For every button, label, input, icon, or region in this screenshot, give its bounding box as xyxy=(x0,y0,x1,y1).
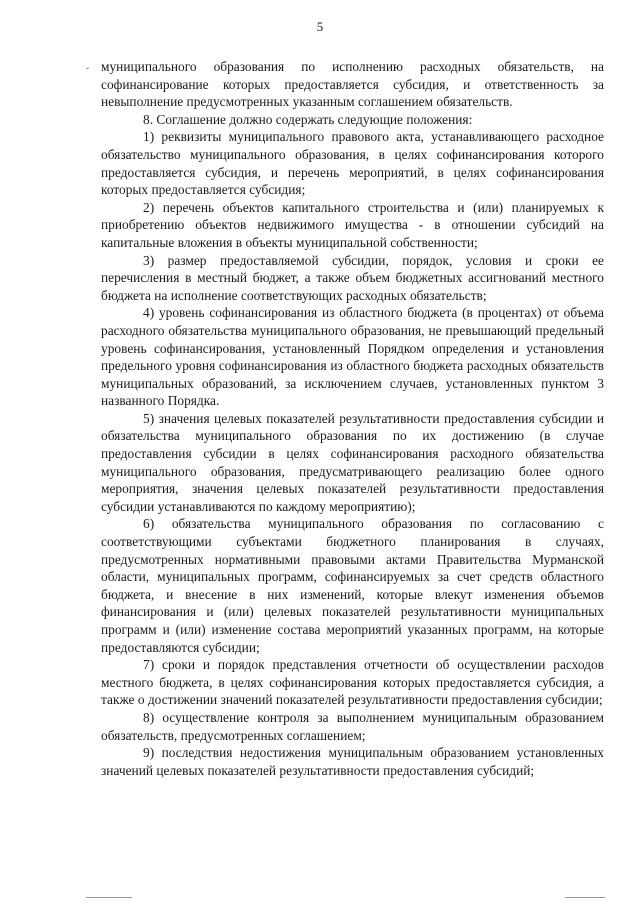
paragraph-item-9: 9) последствия недостижения муниципальным образованием установленных значений целевых показателей результативности предоставления субсидий; xyxy=(101,745,604,778)
paragraph-item-4: 4) уровень софинансирования из областного бюджета (в процентах) от объема расходного обязательства муниципального образования, не превышающий предельный уровень софинансирования, установленный Порядком определения и установления предельного уровня софинансирования из областного бюджета расходных обязательств муниципальных образований, за исключением случаев, установленных пунктом 3 названного Порядка. xyxy=(101,305,604,409)
paragraph-item-5: 5) значения целевых показателей результативности предоставления субсидии и обязательства муниципального образования по их достижению (в случае предоставления субсидии в целях софинансирования расходного обязательства муниципального образования, предусматривающего реализацию более одного мероприятия, значения целевых показателей результативности предоставления субсидии устанавливаются по каждому мероприятию); xyxy=(101,410,604,514)
scan-artifact-line xyxy=(86,897,132,898)
paragraph-item-8: 8) осуществление контроля за выполнением муниципальным образованием обязательств, предусмотренных соглашением; xyxy=(101,709,604,743)
paragraph-section-8: 8. Соглашение должно содержать следующие положения: xyxy=(143,111,473,127)
paragraph-item-7: 7) сроки и порядок представления отчетности об осуществлении расходов местного бюджета, в целях софинансирования которых предоставляется субсидия, а также о достижении значений показателей результативности предоставления субсидии; xyxy=(101,657,604,708)
paragraph-item-6: 6) обязательства муниципального образования по согласованию с соответствующими субъектами бюджетного планирования в случаях, предусмотренных нормативными правовыми актами Правительства Мурманской области, муниципальных программ, софинансируемых за счет средств областного бюджета, и внесение в них изменений, которые влекут изменения объемов финансирования и (или) целевых показателей результативности муниципальных программ и (или) изменение состава мероприятий указанных программ, на которые предоставляются субсидии; xyxy=(101,516,604,655)
paragraph-item-3: 3) размер предоставляемой субсидии, порядок, условия и сроки ее перечисления в местный бюджет, а также объем бюджетных ассигнований местного бюджета на исполнение соответствующих расходных обязательств; xyxy=(101,252,604,303)
page-number: 5 xyxy=(316,19,324,34)
paragraph-continuation: муниципального образования по исполнению расходных обязательств, на софинансирование которых предоставляется субсидия, и ответственность за невыполнение предусмотренных указанным соглашением обязательств. xyxy=(101,59,604,110)
paragraph-item-1: 1) реквизиты муниципального правового акта, устанавливающего расходное обязательство муниципального образования, в целях софинансирования которого предоставляется субсидия, и перечень мероприятий, в целях софинансирования которых предоставляется субсидия; xyxy=(101,129,604,198)
scan-artifact-line xyxy=(565,897,605,898)
document-body xyxy=(101,58,604,779)
scan-mark: ˇ xyxy=(86,66,89,76)
paragraph-item-2: 2) перечень объектов капитального строительства и (или) планируемых к приобретению объектов недвижимого имущества - в отношении субсидий на капитальные вложения в объекты муниципальной собственности; xyxy=(101,199,604,250)
